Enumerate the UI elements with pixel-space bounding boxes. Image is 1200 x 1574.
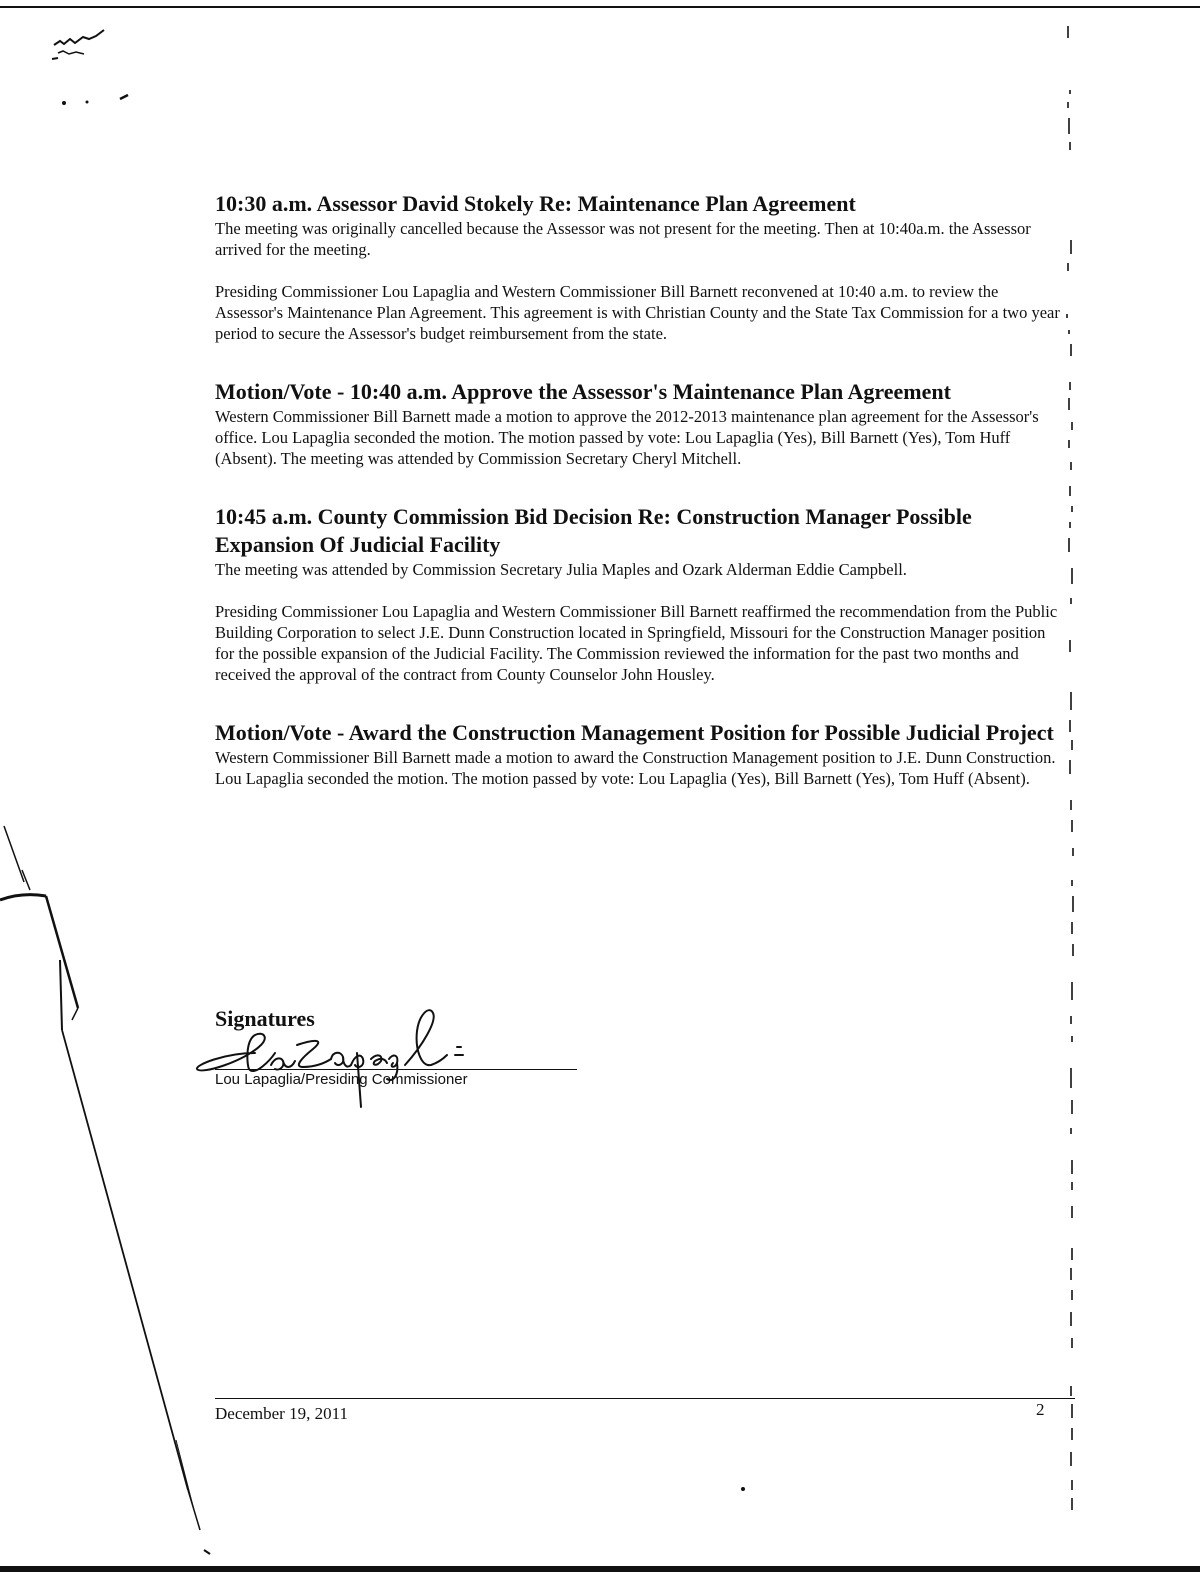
section-heading: 10:45 a.m. County Commission Bid Decision Re: Construction Manager Possible Expansion Of Judicial Facility [215, 504, 972, 557]
scan-left-edge-lines [0, 810, 240, 1574]
section-heading: Motion/Vote - 10:40 a.m. Approve the Assessor's Maintenance Plan Agreement [215, 379, 951, 404]
section-heading: 10:30 a.m. Assessor David Stokely Re: Maintenance Plan Agreement [215, 191, 856, 216]
bottom-scan-rule [0, 1566, 1200, 1572]
section-bid-decision [215, 503, 1065, 685]
scan-dot [741, 1487, 745, 1491]
footer-rule [215, 1398, 1075, 1399]
section-paragraph: Western Commissioner Bill Barnett made a motion to award the Construction Management position to J.E. Dunn Construction. Lou Lapaglia seconded the motion. The motion passed by vote: Lou Lapaglia (Yes), Bill Barnett (Yes), Tom Huff (Absent). [215, 748, 1056, 788]
minutes-body [215, 190, 1065, 823]
section-motion-maintenance-plan [215, 378, 1065, 469]
handwritten-signature [185, 995, 515, 1125]
section-paragraph: Presiding Commissioner Lou Lapaglia and Western Commissioner Bill Barnett reconvened at 10:40 a.m. to review the Assessor's Maintenance Plan Agreement. This agreement is with Christian County and the State Tax Commission for a two year period to secure the Assessor's budget reimbursement from the state. [215, 282, 1060, 343]
top-scan-rule [0, 6, 1200, 8]
signatures-heading: Signatures [215, 1006, 315, 1031]
section-assessor-meeting [215, 190, 1065, 344]
page-number: 2 [1036, 1400, 1045, 1419]
signature-line [215, 1069, 577, 1070]
signature-block [215, 1005, 635, 1115]
footer-date: December 19, 2011 [215, 1404, 348, 1423]
section-motion-construction-management [215, 719, 1065, 789]
section-paragraph: Presiding Commissioner Lou Lapaglia and Western Commissioner Bill Barnett reaffirmed the recommendation from the Public Building Corporation to select J.E. Dunn Construction located in Springfield, Missouri for the Construction Manager position for the possible expansion of the Judicial Facility. The Commission reviewed the information for the past two months and received the approval of the contract from County Counselor John Housley. [215, 602, 1058, 684]
scan-artifact-marks [40, 15, 150, 115]
section-paragraph: The meeting was originally cancelled because the Assessor was not present for the meeting. Then at 10:40a.m. the Assessor arrived for the meeting. [215, 219, 1031, 259]
section-paragraph: Western Commissioner Bill Barnett made a motion to approve the 2012-2013 maintenance plan agreement for the Assessor's office. Lou Lapaglia seconded the motion. The motion passed by vote: Lou Lapaglia (Yes), Bill Barnett (Yes), Tom Huff (Absent). The meeting was attended by Commission Secretary Cheryl Mitchell. [215, 407, 1039, 468]
signatory-caption: Lou Lapaglia/Presiding Commissioner [215, 1071, 468, 1088]
section-heading: Motion/Vote - Award the Construction Management Position for Possible Judicial Project [215, 720, 1054, 745]
section-paragraph: The meeting was attended by Commission Secretary Julia Maples and Ozark Alderman Eddie Campbell. [215, 560, 907, 579]
